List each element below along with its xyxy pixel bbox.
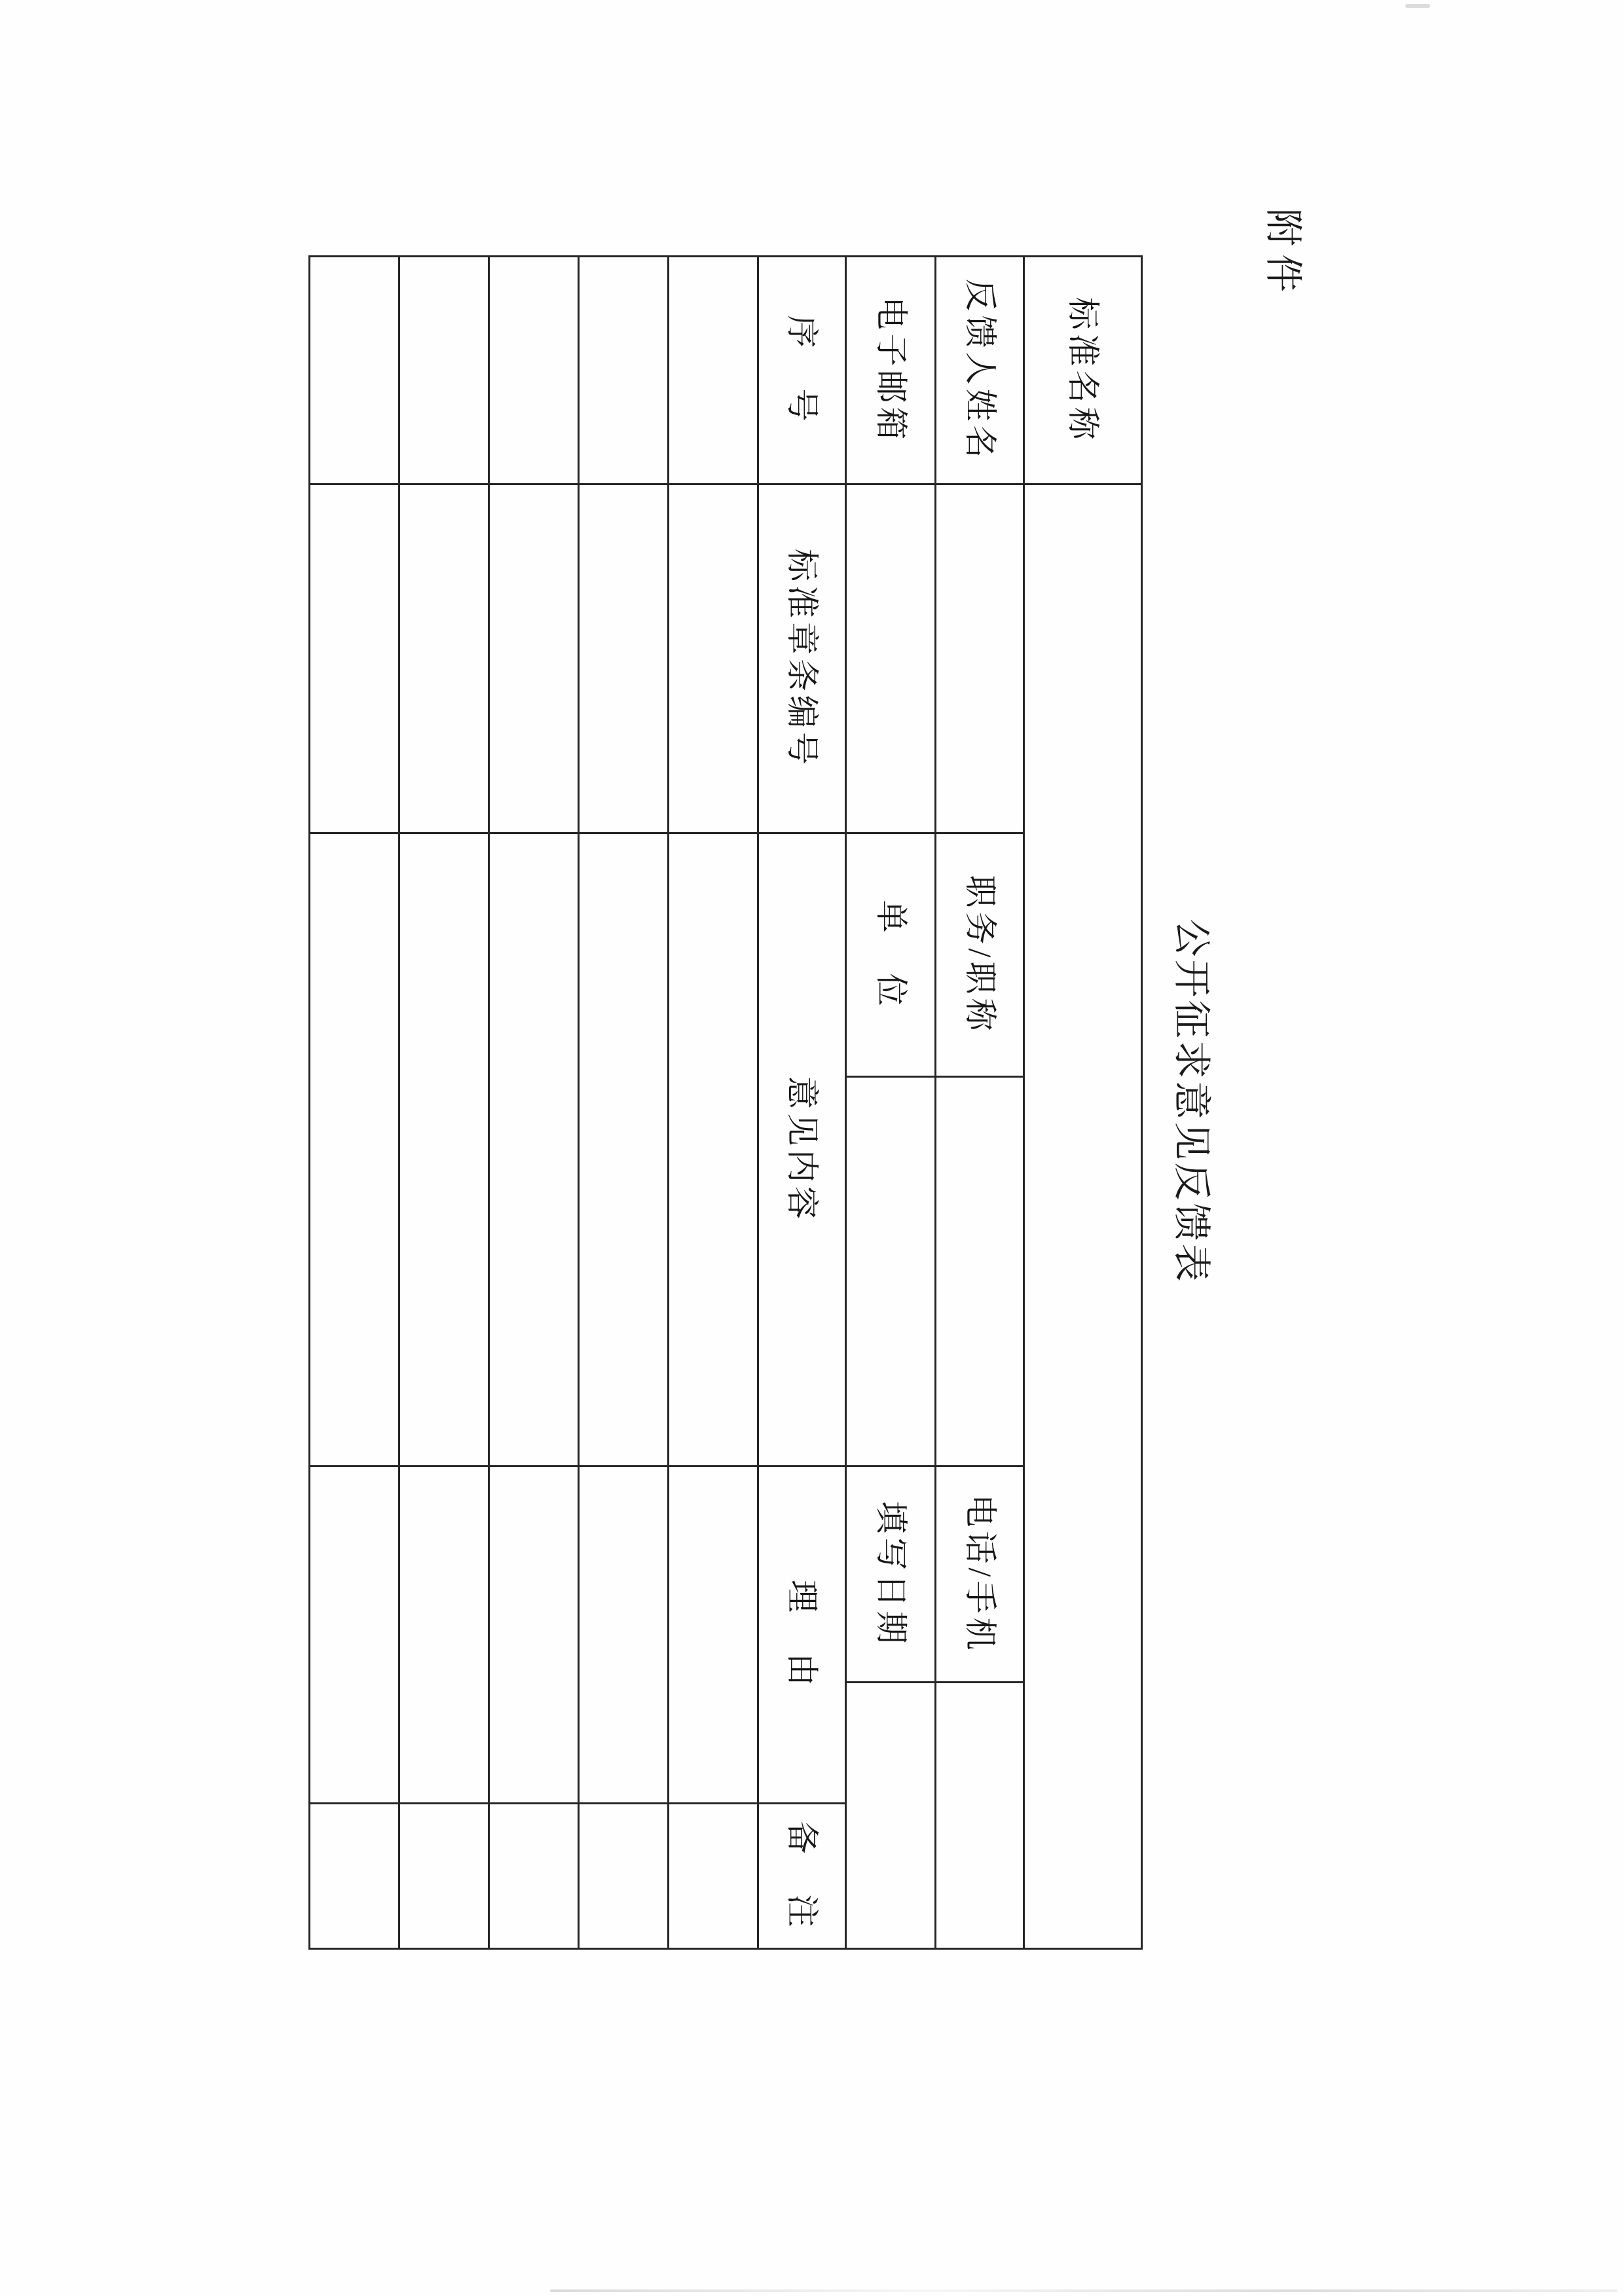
contact-row-2 bbox=[846, 257, 936, 1949]
unit-value bbox=[846, 1077, 936, 1467]
table-header-row bbox=[758, 257, 846, 1949]
email-label: 电子邮箱 bbox=[846, 257, 936, 484]
remarks-header: 备 注 bbox=[758, 1804, 846, 1949]
empty-cell bbox=[310, 1467, 399, 1804]
comment-content-header: 意见内容 bbox=[758, 833, 846, 1467]
empty-data-rows bbox=[310, 257, 758, 1949]
position-title-value bbox=[936, 1077, 1024, 1467]
contact-row-1 bbox=[936, 257, 1024, 1949]
unit-label: 单 位 bbox=[846, 833, 936, 1077]
scan-edge-artifact bbox=[550, 2289, 1617, 2292]
standard-name-label: 标准名称 bbox=[1024, 257, 1142, 484]
email-value bbox=[846, 484, 936, 833]
empty-cell bbox=[310, 484, 399, 833]
empty-cell bbox=[489, 1804, 579, 1949]
form-title: 公开征求意见反馈表 bbox=[1170, 919, 1213, 1285]
empty-cell bbox=[310, 257, 399, 484]
empty-cell bbox=[669, 1467, 758, 1804]
empty-cell bbox=[399, 257, 489, 484]
scan-corner-artifact bbox=[1405, 4, 1430, 8]
empty-data-row bbox=[399, 257, 489, 1949]
empty-cell bbox=[489, 833, 579, 1467]
empty-cell bbox=[669, 1804, 758, 1949]
reason-header: 理 由 bbox=[758, 1467, 846, 1804]
empty-cell bbox=[489, 257, 579, 484]
empty-cell bbox=[669, 833, 758, 1467]
empty-cell bbox=[399, 1467, 489, 1804]
empty-cell bbox=[669, 257, 758, 484]
phone-value bbox=[936, 1683, 1024, 1949]
empty-cell bbox=[399, 484, 489, 833]
empty-cell bbox=[579, 1804, 669, 1949]
empty-data-row bbox=[489, 257, 579, 1949]
empty-cell bbox=[579, 1467, 669, 1804]
standard-name-value bbox=[1024, 484, 1142, 1949]
feedback-person-label: 反馈人姓名 bbox=[936, 257, 1024, 484]
empty-cell bbox=[579, 833, 669, 1467]
empty-data-row bbox=[669, 257, 758, 1949]
feedback-person-value bbox=[936, 484, 1024, 833]
empty-data-row bbox=[579, 257, 669, 1949]
fill-date-value bbox=[846, 1683, 936, 1949]
standard-name-row bbox=[1024, 257, 1142, 1949]
empty-cell bbox=[399, 1804, 489, 1949]
fill-date-label: 填写日期 bbox=[846, 1467, 936, 1683]
feedback-form-table bbox=[308, 255, 1143, 1950]
serial-number-header: 序 号 bbox=[758, 257, 846, 484]
empty-cell bbox=[579, 484, 669, 833]
empty-cell bbox=[579, 257, 669, 484]
attachment-label: 附件 bbox=[1262, 208, 1304, 301]
empty-data-row bbox=[310, 257, 399, 1949]
empty-cell bbox=[489, 484, 579, 833]
empty-cell bbox=[310, 1804, 399, 1949]
empty-cell bbox=[669, 484, 758, 833]
empty-cell bbox=[399, 833, 489, 1467]
empty-cell bbox=[489, 1467, 579, 1804]
clause-number-header: 标准章条编号 bbox=[758, 484, 846, 833]
empty-cell bbox=[310, 833, 399, 1467]
phone-label: 电话/手机 bbox=[936, 1467, 1024, 1683]
position-title-label: 职务/职称 bbox=[936, 833, 1024, 1077]
